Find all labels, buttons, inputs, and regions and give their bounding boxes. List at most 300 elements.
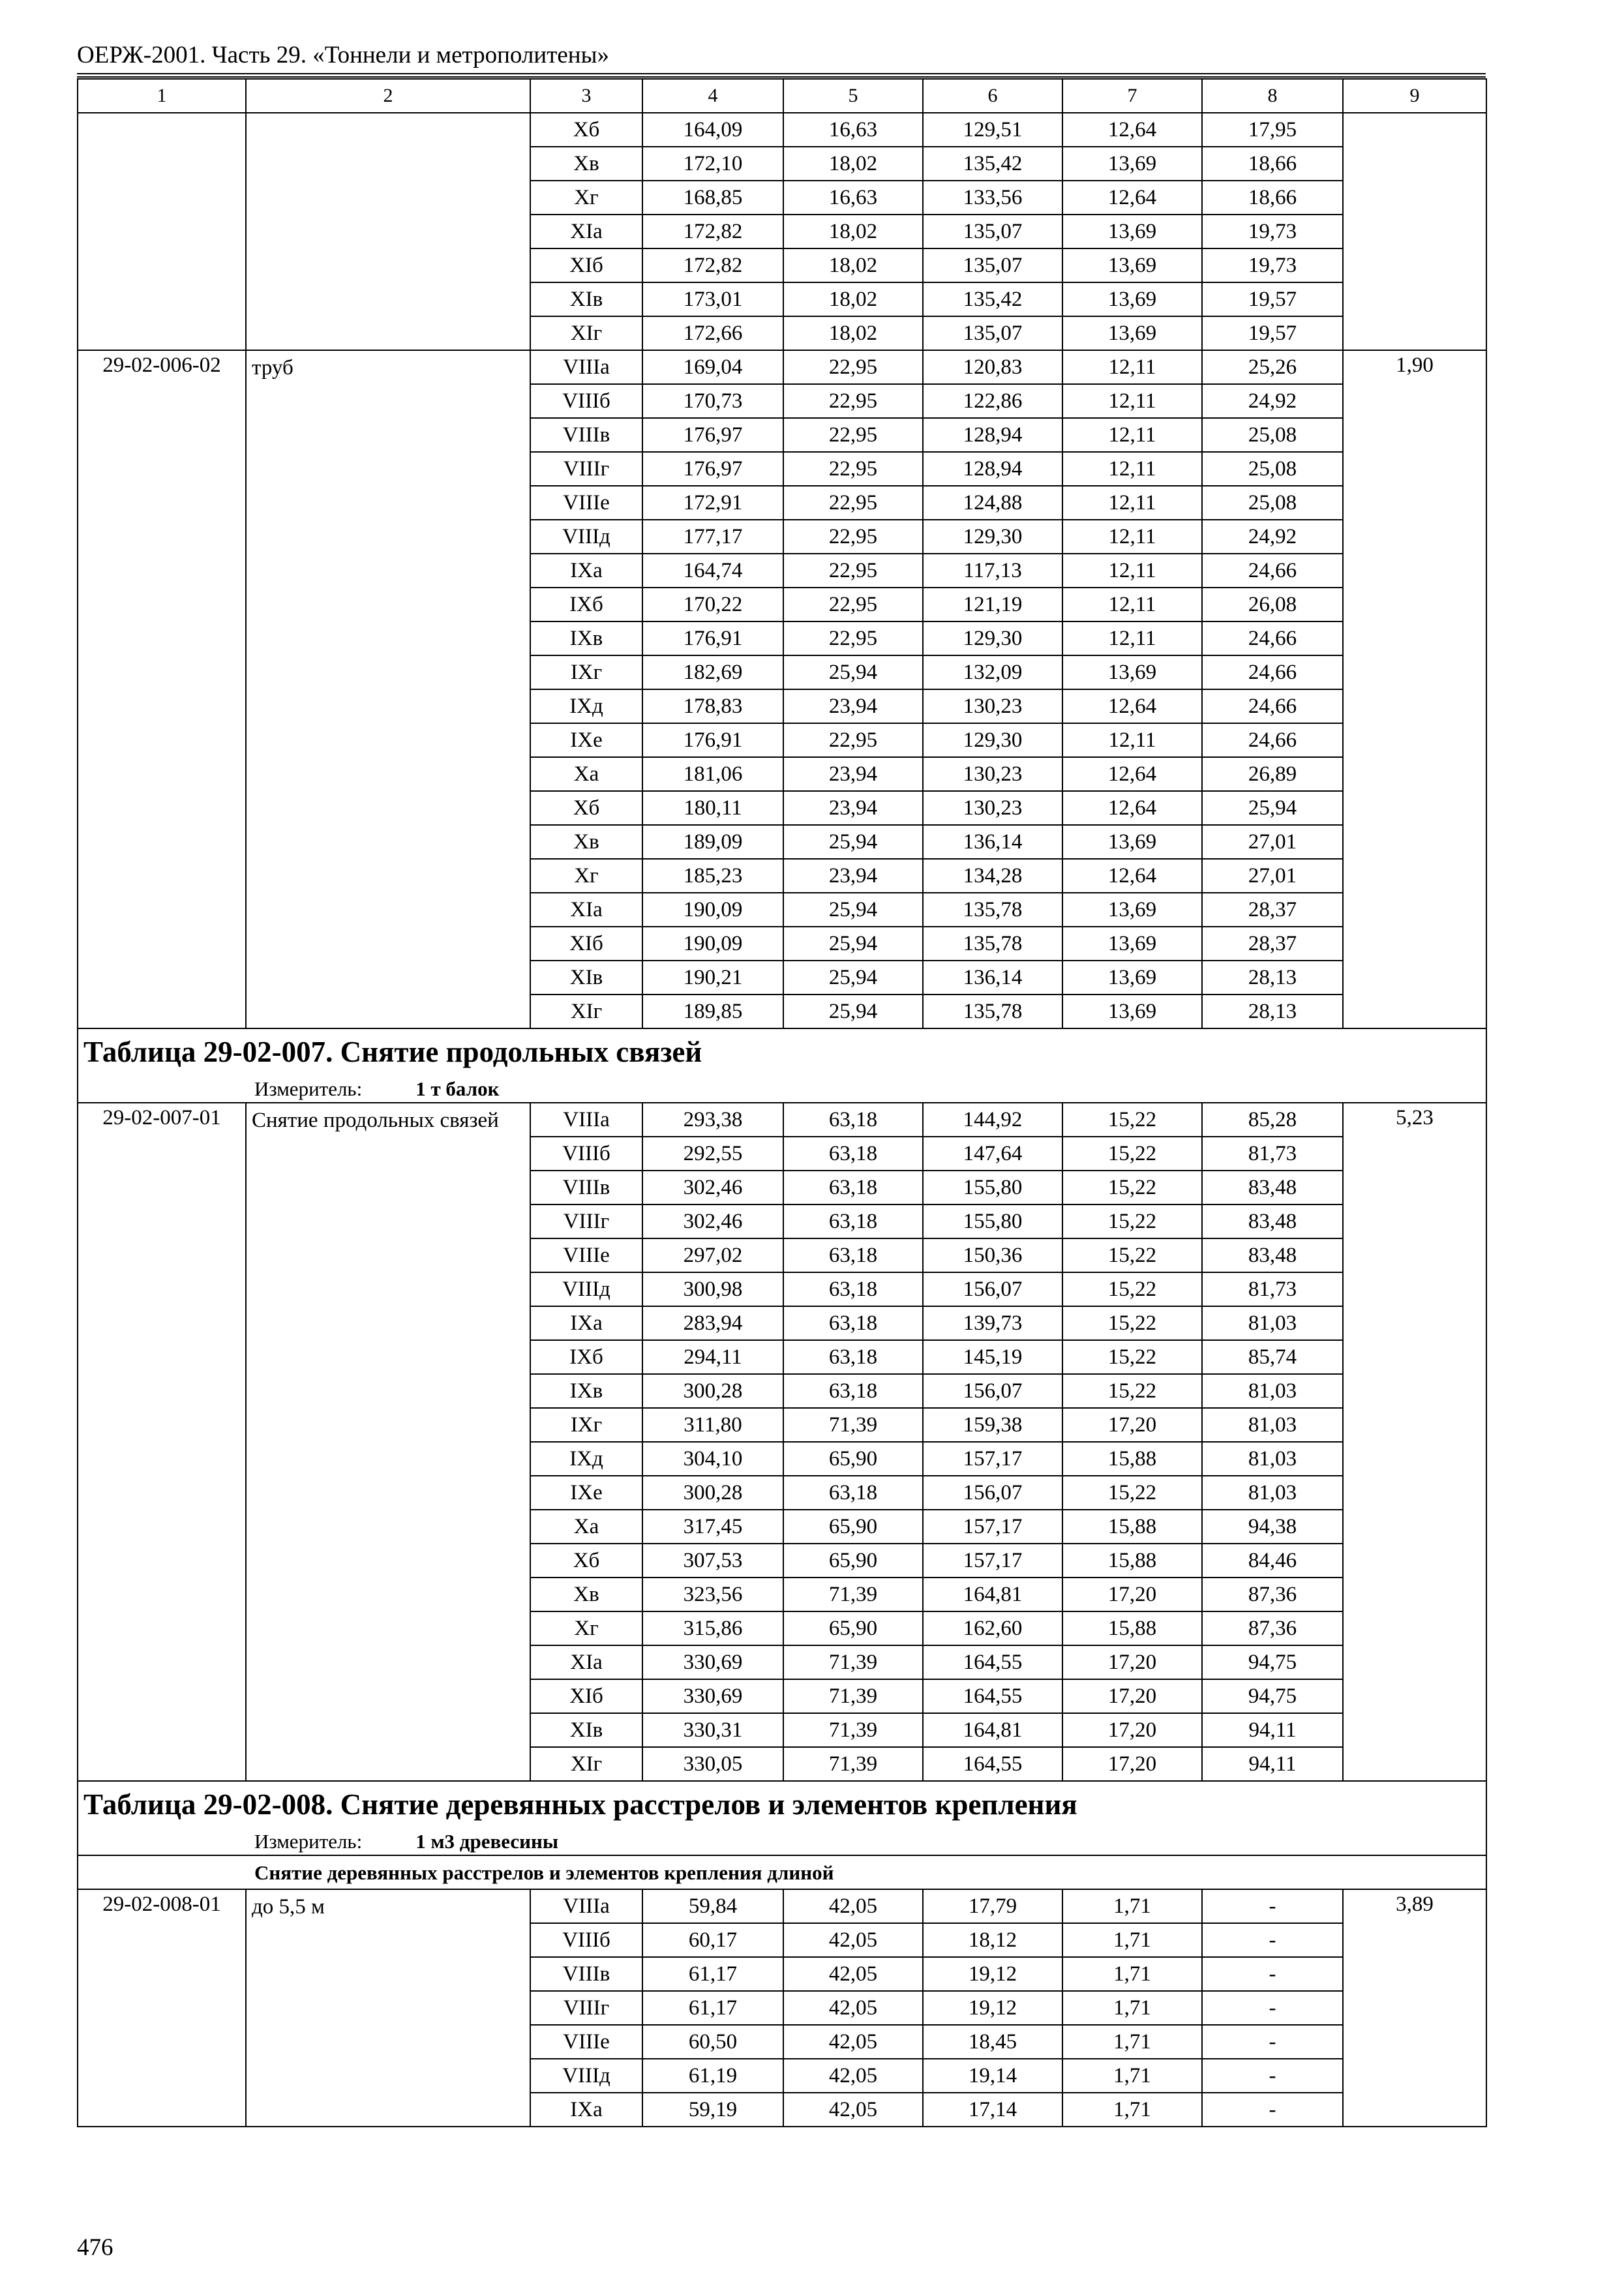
rock-category-cell: Xв: [530, 1578, 642, 1611]
rock-category-cell: IXг: [530, 655, 642, 689]
machine-operation-cell: 130,23: [923, 689, 1062, 723]
machinist-wages-cell: 12,11: [1062, 723, 1202, 757]
direct-costs-cell: 190,09: [642, 927, 783, 961]
machinist-wages-cell: 1,71: [1062, 2059, 1202, 2093]
materials-cell: 84,46: [1202, 1544, 1343, 1578]
rock-category-cell: VIIIб: [530, 1923, 642, 1957]
machinist-wages-cell: 15,22: [1062, 1374, 1202, 1408]
direct-costs-cell: 176,97: [642, 452, 783, 486]
rock-category-cell: Xб: [530, 113, 642, 147]
machine-operation-cell: 156,07: [923, 1476, 1062, 1510]
labor-wages-cell: 65,90: [783, 1544, 923, 1578]
machinist-wages-cell: 12,64: [1062, 757, 1202, 791]
machinist-wages-cell: 12,11: [1062, 588, 1202, 621]
table-row: [78, 1889, 1486, 1923]
machine-operation-cell: 144,92: [923, 1103, 1062, 1137]
machine-operation-cell: 156,07: [923, 1374, 1062, 1408]
rock-category-cell: XIг: [530, 995, 642, 1028]
machinist-wages-cell: 13,69: [1062, 316, 1202, 350]
machine-operation-cell: 145,19: [923, 1340, 1062, 1374]
rock-category-cell: Xб: [530, 1544, 642, 1578]
machinist-wages-cell: 1,71: [1062, 2093, 1202, 2127]
machine-operation-cell: 164,81: [923, 1578, 1062, 1611]
machine-operation-cell: 18,12: [923, 1923, 1062, 1957]
machinist-wages-cell: 17,20: [1062, 1408, 1202, 1442]
machine-operation-cell: 135,78: [923, 893, 1062, 927]
column-numbers-row: [78, 79, 1486, 113]
rock-category-cell: IXг: [530, 1408, 642, 1442]
machine-operation-cell: 135,78: [923, 995, 1062, 1028]
table-row: [78, 113, 1486, 147]
rock-category-cell: VIIIв: [530, 1171, 642, 1204]
machine-operation-cell: 155,80: [923, 1171, 1062, 1204]
machine-operation-cell: 129,30: [923, 621, 1062, 655]
labor-wages-cell: 18,02: [783, 248, 923, 282]
direct-costs-cell: 172,82: [642, 248, 783, 282]
rock-category-cell: VIIIв: [530, 418, 642, 452]
labor-wages-cell: 16,63: [783, 181, 923, 215]
materials-cell: 19,73: [1202, 248, 1343, 282]
column-number-cell: 9: [1343, 79, 1486, 113]
rock-category-cell: XIв: [530, 1713, 642, 1747]
labor-wages-cell: 22,95: [783, 384, 923, 418]
machinist-wages-cell: 1,71: [1062, 1991, 1202, 2025]
machine-operation-cell: 164,55: [923, 1645, 1062, 1679]
direct-costs-cell: 176,91: [642, 723, 783, 757]
direct-costs-cell: 317,45: [642, 1510, 783, 1544]
machine-operation-cell: 129,30: [923, 723, 1062, 757]
direct-costs-cell: 176,91: [642, 621, 783, 655]
rock-category-cell: IXб: [530, 1340, 642, 1374]
materials-cell: 83,48: [1202, 1238, 1343, 1272]
rock-category-cell: VIIIа: [530, 1889, 642, 1923]
rock-category-cell: XIа: [530, 1645, 642, 1679]
machine-operation-cell: 19,14: [923, 2059, 1062, 2093]
direct-costs-cell: 300,28: [642, 1476, 783, 1510]
direct-costs-cell: 164,09: [642, 113, 783, 147]
rock-category-cell: VIIIд: [530, 1272, 642, 1306]
direct-costs-cell: 190,21: [642, 961, 783, 995]
rock-category-cell: IXа: [530, 554, 642, 588]
machine-operation-cell: 130,23: [923, 791, 1062, 825]
rock-category-cell: IXе: [530, 1476, 642, 1510]
rock-category-cell: VIIIг: [530, 1991, 642, 2025]
machine-operation-cell: 122,86: [923, 384, 1062, 418]
materials-cell: 27,01: [1202, 825, 1343, 859]
materials-cell: -: [1202, 1923, 1343, 1957]
labor-wages-cell: 22,95: [783, 554, 923, 588]
machine-operation-cell: 159,38: [923, 1408, 1062, 1442]
direct-costs-cell: 300,28: [642, 1374, 783, 1408]
machine-operation-cell: 135,07: [923, 316, 1062, 350]
materials-cell: 24,66: [1202, 655, 1343, 689]
direct-costs-cell: 185,23: [642, 859, 783, 893]
materials-cell: 25,26: [1202, 350, 1343, 384]
materials-cell: 18,66: [1202, 181, 1343, 215]
direct-costs-cell: 61,17: [642, 1957, 783, 1991]
direct-costs-cell: 297,02: [642, 1238, 783, 1272]
machinist-wages-cell: 1,71: [1062, 2025, 1202, 2059]
direct-costs-cell: 302,46: [642, 1171, 783, 1204]
machine-operation-cell: 157,17: [923, 1442, 1062, 1476]
rock-category-cell: VIIIд: [530, 520, 642, 554]
coefficient-cell: 3,89: [1343, 1889, 1486, 2127]
machinist-wages-cell: 15,22: [1062, 1171, 1202, 1204]
machinist-wages-cell: 13,69: [1062, 893, 1202, 927]
direct-costs-cell: 330,31: [642, 1713, 783, 1747]
rock-category-cell: IXв: [530, 621, 642, 655]
labor-wages-cell: 65,90: [783, 1442, 923, 1476]
labor-wages-cell: 23,94: [783, 791, 923, 825]
rock-category-cell: IXв: [530, 1374, 642, 1408]
header-rule: [77, 73, 1486, 74]
direct-costs-cell: 311,80: [642, 1408, 783, 1442]
table-body: [78, 79, 1486, 2127]
machine-operation-cell: 124,88: [923, 486, 1062, 520]
machinist-wages-cell: 13,69: [1062, 961, 1202, 995]
machine-operation-cell: 136,14: [923, 961, 1062, 995]
direct-costs-cell: 283,94: [642, 1306, 783, 1340]
machinist-wages-cell: 17,20: [1062, 1645, 1202, 1679]
direct-costs-cell: 330,69: [642, 1679, 783, 1713]
coefficient-cell: 5,23: [1343, 1103, 1486, 1781]
labor-wages-cell: 25,94: [783, 825, 923, 859]
materials-cell: -: [1202, 2025, 1343, 2059]
machine-operation-cell: 18,45: [923, 2025, 1062, 2059]
machine-operation-cell: 147,64: [923, 1137, 1062, 1171]
materials-cell: 24,92: [1202, 520, 1343, 554]
labor-wages-cell: 71,39: [783, 1713, 923, 1747]
column-number-cell: 3: [530, 79, 642, 113]
code-cell: 29-02-006-02: [78, 350, 246, 1028]
labor-wages-cell: 18,02: [783, 316, 923, 350]
materials-cell: 18,66: [1202, 147, 1343, 181]
direct-costs-cell: 302,46: [642, 1204, 783, 1238]
direct-costs-cell: 178,83: [642, 689, 783, 723]
direct-costs-cell: 182,69: [642, 655, 783, 689]
labor-wages-cell: 23,94: [783, 859, 923, 893]
rock-category-cell: VIIIд: [530, 2059, 642, 2093]
table-subtitle: Снятие деревянных расстрелов и элементов крепления длиной: [78, 1855, 1486, 1889]
labor-wages-cell: 42,05: [783, 1889, 923, 1923]
machine-operation-cell: 155,80: [923, 1204, 1062, 1238]
rock-category-cell: IXе: [530, 723, 642, 757]
direct-costs-cell: 172,91: [642, 486, 783, 520]
machinist-wages-cell: 17,20: [1062, 1679, 1202, 1713]
materials-cell: 81,03: [1202, 1408, 1343, 1442]
materials-cell: -: [1202, 1957, 1343, 1991]
labor-wages-cell: 63,18: [783, 1374, 923, 1408]
machine-operation-cell: 164,55: [923, 1747, 1062, 1781]
direct-costs-cell: 292,55: [642, 1137, 783, 1171]
machine-operation-cell: 121,19: [923, 588, 1062, 621]
direct-costs-cell: 169,04: [642, 350, 783, 384]
machine-operation-cell: 19,12: [923, 1957, 1062, 1991]
machinist-wages-cell: 12,11: [1062, 452, 1202, 486]
labor-wages-cell: 63,18: [783, 1238, 923, 1272]
materials-cell: 81,03: [1202, 1374, 1343, 1408]
direct-costs-cell: 181,06: [642, 757, 783, 791]
direct-costs-cell: 189,09: [642, 825, 783, 859]
machine-operation-cell: 133,56: [923, 181, 1062, 215]
rock-category-cell: Xг: [530, 859, 642, 893]
labor-wages-cell: 42,05: [783, 2025, 923, 2059]
direct-costs-cell: 330,05: [642, 1747, 783, 1781]
labor-wages-cell: 22,95: [783, 418, 923, 452]
direct-costs-cell: 61,17: [642, 1991, 783, 2025]
labor-wages-cell: 18,02: [783, 215, 923, 248]
direct-costs-cell: 170,73: [642, 384, 783, 418]
labor-wages-cell: 25,94: [783, 927, 923, 961]
materials-cell: 25,94: [1202, 791, 1343, 825]
rock-category-cell: XIг: [530, 316, 642, 350]
materials-cell: 25,08: [1202, 452, 1343, 486]
materials-cell: 19,57: [1202, 316, 1343, 350]
machine-operation-cell: 162,60: [923, 1611, 1062, 1645]
coefficient-cell: 1,90: [1343, 350, 1486, 1028]
rock-category-cell: Xа: [530, 1510, 642, 1544]
machine-operation-cell: 129,30: [923, 520, 1062, 554]
direct-costs-cell: 294,11: [642, 1340, 783, 1374]
header-rule-secondary: [77, 76, 1486, 78]
rock-category-cell: Xг: [530, 181, 642, 215]
machine-operation-cell: 157,17: [923, 1544, 1062, 1578]
materials-cell: 87,36: [1202, 1578, 1343, 1611]
materials-cell: 94,75: [1202, 1679, 1343, 1713]
direct-costs-cell: 168,85: [642, 181, 783, 215]
table-title-row: [78, 1781, 1486, 1827]
labor-wages-cell: 22,95: [783, 452, 923, 486]
machinist-wages-cell: 12,11: [1062, 486, 1202, 520]
labor-wages-cell: 22,95: [783, 520, 923, 554]
table-title: Таблица 29-02-008. Снятие деревянных расстрелов и элементов крепления: [78, 1781, 1486, 1827]
machinist-wages-cell: 15,88: [1062, 1510, 1202, 1544]
rock-category-cell: Xг: [530, 1611, 642, 1645]
machinist-wages-cell: 15,22: [1062, 1340, 1202, 1374]
labor-wages-cell: 22,95: [783, 350, 923, 384]
column-number-cell: 5: [783, 79, 923, 113]
labor-wages-cell: 71,39: [783, 1645, 923, 1679]
direct-costs-cell: 172,10: [642, 147, 783, 181]
materials-cell: 24,66: [1202, 554, 1343, 588]
labor-wages-cell: 18,02: [783, 147, 923, 181]
code-cell: 29-02-008-01: [78, 1889, 246, 2127]
machinist-wages-cell: 17,20: [1062, 1713, 1202, 1747]
name-cell: до 5,5 м: [246, 1889, 530, 2127]
column-number-cell: 4: [642, 79, 783, 113]
direct-costs-cell: 61,19: [642, 2059, 783, 2093]
column-number-cell: 6: [923, 79, 1062, 113]
labor-wages-cell: 63,18: [783, 1204, 923, 1238]
labor-wages-cell: 71,39: [783, 1578, 923, 1611]
machinist-wages-cell: 1,71: [1062, 1923, 1202, 1957]
machine-operation-cell: 135,42: [923, 147, 1062, 181]
machine-operation-cell: 135,42: [923, 282, 1062, 316]
direct-costs-cell: 172,66: [642, 316, 783, 350]
labor-wages-cell: 23,94: [783, 689, 923, 723]
materials-cell: 25,08: [1202, 486, 1343, 520]
machine-operation-cell: 164,81: [923, 1713, 1062, 1747]
rock-category-cell: IXа: [530, 2093, 642, 2127]
rates-table: [77, 78, 1487, 2127]
materials-cell: -: [1202, 1991, 1343, 2025]
direct-costs-cell: 173,01: [642, 282, 783, 316]
name-cell: Снятие продольных связей: [246, 1103, 530, 1781]
machinist-wages-cell: 13,69: [1062, 215, 1202, 248]
machinist-wages-cell: 15,22: [1062, 1137, 1202, 1171]
labor-wages-cell: 22,95: [783, 588, 923, 621]
column-number-cell: 1: [78, 79, 246, 113]
machine-operation-cell: 134,28: [923, 859, 1062, 893]
rock-category-cell: IXд: [530, 1442, 642, 1476]
machinist-wages-cell: 15,22: [1062, 1204, 1202, 1238]
materials-cell: -: [1202, 2059, 1343, 2093]
machine-operation-cell: 136,14: [923, 825, 1062, 859]
materials-cell: 28,37: [1202, 927, 1343, 961]
labor-wages-cell: 42,05: [783, 1957, 923, 1991]
machinist-wages-cell: 15,88: [1062, 1611, 1202, 1645]
table-title-row: [78, 1028, 1486, 1075]
materials-cell: 27,01: [1202, 859, 1343, 893]
machinist-wages-cell: 13,69: [1062, 655, 1202, 689]
machinist-wages-cell: 15,22: [1062, 1103, 1202, 1137]
materials-cell: 19,73: [1202, 215, 1343, 248]
rock-category-cell: VIIIб: [530, 1137, 642, 1171]
materials-cell: -: [1202, 2093, 1343, 2127]
rock-category-cell: VIIIг: [530, 1204, 642, 1238]
machinist-wages-cell: 15,22: [1062, 1238, 1202, 1272]
labor-wages-cell: 63,18: [783, 1306, 923, 1340]
machine-operation-cell: 157,17: [923, 1510, 1062, 1544]
name-cell: труб: [246, 350, 530, 1028]
labor-wages-cell: 25,94: [783, 893, 923, 927]
machinist-wages-cell: 12,64: [1062, 689, 1202, 723]
measure-value: 1 т балок: [415, 1077, 500, 1100]
rock-category-cell: Xв: [530, 825, 642, 859]
rock-category-cell: XIб: [530, 248, 642, 282]
measure-value: 1 м3 древесины: [415, 1829, 559, 1853]
table-row: [78, 350, 1486, 384]
column-number-cell: 7: [1062, 79, 1202, 113]
direct-costs-cell: 180,11: [642, 791, 783, 825]
labor-wages-cell: 23,94: [783, 757, 923, 791]
materials-cell: 24,66: [1202, 689, 1343, 723]
machinist-wages-cell: 12,11: [1062, 350, 1202, 384]
labor-wages-cell: 65,90: [783, 1510, 923, 1544]
rock-category-cell: Xб: [530, 791, 642, 825]
column-number-cell: 8: [1202, 79, 1343, 113]
direct-costs-cell: 330,69: [642, 1645, 783, 1679]
direct-costs-cell: 176,97: [642, 418, 783, 452]
machinist-wages-cell: 12,11: [1062, 418, 1202, 452]
machinist-wages-cell: 12,64: [1062, 791, 1202, 825]
labor-wages-cell: 42,05: [783, 1923, 923, 1957]
machine-operation-cell: 128,94: [923, 418, 1062, 452]
machinist-wages-cell: 17,20: [1062, 1578, 1202, 1611]
machinist-wages-cell: 12,11: [1062, 384, 1202, 418]
materials-cell: 19,57: [1202, 282, 1343, 316]
labor-wages-cell: 63,18: [783, 1340, 923, 1374]
labor-wages-cell: 25,94: [783, 961, 923, 995]
rock-category-cell: Xв: [530, 147, 642, 181]
machine-operation-cell: 117,13: [923, 554, 1062, 588]
machinist-wages-cell: 15,22: [1062, 1476, 1202, 1510]
rock-category-cell: XIг: [530, 1747, 642, 1781]
materials-cell: 87,36: [1202, 1611, 1343, 1645]
machinist-wages-cell: 15,88: [1062, 1544, 1202, 1578]
materials-cell: 83,48: [1202, 1204, 1343, 1238]
materials-cell: 25,08: [1202, 418, 1343, 452]
machine-operation-cell: 17,14: [923, 2093, 1062, 2127]
labor-wages-cell: 63,18: [783, 1171, 923, 1204]
direct-costs-cell: 60,17: [642, 1923, 783, 1957]
labor-wages-cell: 22,95: [783, 621, 923, 655]
materials-cell: 94,75: [1202, 1645, 1343, 1679]
machinist-wages-cell: 13,69: [1062, 282, 1202, 316]
machine-operation-cell: 150,36: [923, 1238, 1062, 1272]
labor-wages-cell: 71,39: [783, 1747, 923, 1781]
rock-category-cell: VIIIе: [530, 1238, 642, 1272]
rock-category-cell: XIб: [530, 927, 642, 961]
machinist-wages-cell: 17,20: [1062, 1747, 1202, 1781]
machine-operation-cell: 120,83: [923, 350, 1062, 384]
measure-cell: [78, 1075, 1486, 1103]
rock-category-cell: XIа: [530, 893, 642, 927]
machinist-wages-cell: 15,22: [1062, 1272, 1202, 1306]
materials-cell: 24,66: [1202, 621, 1343, 655]
materials-cell: 81,73: [1202, 1272, 1343, 1306]
direct-costs-cell: 60,50: [642, 2025, 783, 2059]
machine-operation-cell: 164,55: [923, 1679, 1062, 1713]
machine-operation-cell: 139,73: [923, 1306, 1062, 1340]
coefficient-cell: [1343, 113, 1486, 350]
materials-cell: 28,13: [1202, 995, 1343, 1028]
direct-costs-cell: 315,86: [642, 1611, 783, 1645]
machine-operation-cell: 130,23: [923, 757, 1062, 791]
machine-operation-cell: 156,07: [923, 1272, 1062, 1306]
rock-category-cell: IXб: [530, 588, 642, 621]
materials-cell: 81,03: [1202, 1306, 1343, 1340]
machinist-wages-cell: 15,22: [1062, 1306, 1202, 1340]
materials-cell: 26,08: [1202, 588, 1343, 621]
labor-wages-cell: 25,94: [783, 655, 923, 689]
labor-wages-cell: 22,95: [783, 723, 923, 757]
materials-cell: 81,73: [1202, 1137, 1343, 1171]
rock-category-cell: XIа: [530, 215, 642, 248]
direct-costs-cell: 59,19: [642, 2093, 783, 2127]
machine-operation-cell: 19,12: [923, 1991, 1062, 2025]
table-row: [78, 1103, 1486, 1137]
rock-category-cell: XIб: [530, 1679, 642, 1713]
code-cell: [78, 113, 246, 350]
rock-category-cell: IXд: [530, 689, 642, 723]
labor-wages-cell: 22,95: [783, 486, 923, 520]
materials-cell: 94,38: [1202, 1510, 1343, 1544]
materials-cell: 94,11: [1202, 1747, 1343, 1781]
rock-category-cell: VIIIг: [530, 452, 642, 486]
measure-row: [78, 1075, 1486, 1103]
materials-cell: 24,92: [1202, 384, 1343, 418]
rock-category-cell: XIв: [530, 961, 642, 995]
rock-category-cell: VIIIв: [530, 1957, 642, 1991]
direct-costs-cell: 304,10: [642, 1442, 783, 1476]
materials-cell: 85,28: [1202, 1103, 1343, 1137]
labor-wages-cell: 65,90: [783, 1611, 923, 1645]
machine-operation-cell: 135,78: [923, 927, 1062, 961]
machinist-wages-cell: 12,64: [1062, 113, 1202, 147]
measure-cell: [78, 1827, 1486, 1855]
machinist-wages-cell: 12,11: [1062, 554, 1202, 588]
